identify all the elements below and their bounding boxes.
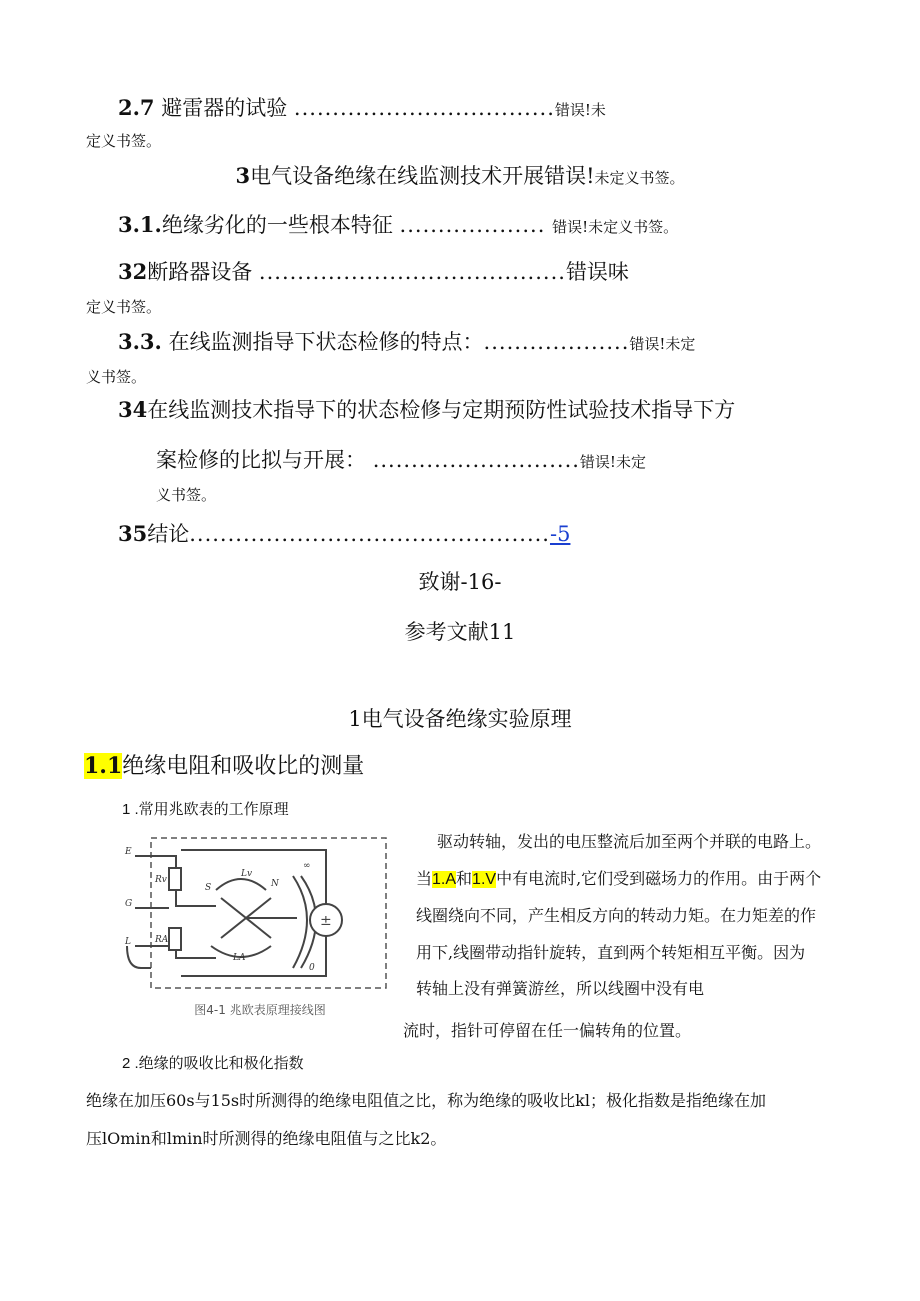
toc-page-ref: 错误!未: [554, 101, 606, 119]
toc-title: 在线监测指导下状态检修的特点：: [168, 330, 484, 354]
toc-title: 断路器设备: [147, 260, 253, 284]
toc-entry-2-7[interactable]: [118, 92, 606, 122]
subsection-heading: [84, 749, 364, 780]
terminal-l-label: L: [125, 937, 131, 947]
toc-leader: ...........................: [372, 448, 580, 472]
list-item-label: 2 .绝缘的吸收比和极化指数: [122, 1055, 304, 1072]
megohmmeter-schematic: [121, 828, 399, 1028]
toc-continuation: 义书签。: [156, 486, 217, 504]
toc-acknowledgements[interactable]: 致谢-16-: [418, 570, 502, 594]
toc-title: 绝缘劣化的一些根本特征: [161, 213, 393, 237]
toc-page-link[interactable]: -5: [549, 522, 571, 546]
toc-number: 2.7: [118, 95, 155, 120]
toc-title: 结论: [147, 522, 190, 546]
toc-page-ref: 错误!未定义书签。: [552, 218, 679, 236]
toc-entry-3-1[interactable]: [118, 209, 678, 239]
figure-caption: 图4-1 兆欧表原理接线图: [194, 1003, 326, 1017]
toc-leader: ..................................: [293, 96, 555, 120]
toc-number: 32: [118, 259, 148, 284]
toc-entry-3-2[interactable]: [118, 256, 629, 286]
toc-number: 3.1.: [118, 212, 162, 237]
subsection-title: 绝缘电阻和吸收比的测量: [122, 754, 365, 779]
toc-page-ref: 错误!未定: [629, 335, 696, 353]
toc-references[interactable]: 参考文献11: [404, 620, 516, 644]
s-label: S: [205, 883, 212, 893]
toc-leader: ........................................: [258, 260, 566, 284]
terminal-g-label: G: [125, 899, 133, 909]
para-line: 压lOmin和lmin时所测得的绝缘电阻值与之比k2。: [86, 1129, 447, 1148]
toc-entry-3-5[interactable]: [118, 518, 570, 548]
resistor-rv-label: Rv: [155, 875, 167, 885]
resistor-ra-label: RA: [155, 935, 169, 945]
terminal-e-label: E: [125, 847, 132, 857]
coil-la-ref: 1.A: [432, 871, 457, 888]
list-item-label: 1 .常用兆欧表的工作原理: [122, 801, 289, 818]
para-line: 绝缘在加压60s与15s时所测得的绝缘电阻值之比，称为绝缘的吸收比kl；极化指数是指绝缘在加: [86, 1091, 766, 1110]
toc-entry-3-3[interactable]: [118, 326, 695, 356]
section-heading: 1电气设备绝缘实验原理: [348, 707, 572, 731]
toc-title: 电气设备绝缘在线监测技术开展: [250, 164, 545, 188]
toc-entry-3[interactable]: [0, 160, 920, 190]
zero-label: 0: [309, 963, 315, 973]
toc-leader: ...............................................: [189, 522, 550, 546]
toc-continuation: 义书签。: [86, 368, 147, 386]
toc-title-cont: 案检修的比拟与开展：: [156, 448, 366, 472]
toc-number: 34: [118, 397, 148, 422]
circuit-figure: [121, 828, 399, 1028]
infinity-label: ∞: [303, 861, 311, 871]
toc-number: 3: [235, 163, 251, 188]
toc-entry-3-4[interactable]: [118, 394, 735, 424]
para-line: 当1.A和1.V中有电流时,它们受到磁场力的作用。由于两个: [416, 869, 822, 888]
toc-leader: ...................: [399, 213, 546, 237]
toc-leader: ...................: [483, 330, 630, 354]
coil-lv-label: Lv: [241, 869, 253, 879]
toc-title: 在线监测技术指导下的状态检修与定期预防性试验技术指导下方: [147, 398, 736, 422]
toc-entry-3-4-line2[interactable]: [156, 444, 646, 474]
coil-lv-ref: 1.V: [472, 871, 497, 888]
toc-number: 35: [118, 521, 148, 546]
toc-title: 避雷器的试验: [161, 96, 288, 120]
toc-page-ref: 错误味: [565, 260, 629, 284]
coil-la-label: LA: [233, 953, 246, 963]
toc-page-ref-small: 未定义书签。: [594, 169, 685, 187]
toc-page-ref: 错误!未定: [579, 453, 646, 471]
plus-minus-icon: ±: [320, 913, 332, 929]
toc-continuation: 定义书签。: [86, 132, 162, 150]
n-label: N: [271, 879, 279, 889]
subsection-number: 1.1: [84, 753, 123, 779]
para-line: 驱动转轴，发出的电压整流后加至两个并联的电路上。: [437, 832, 822, 851]
toc-number: 3.3.: [118, 329, 162, 354]
para-line: 线圈绕向不同，产生相反方向的转动力矩。在力矩差的作: [416, 906, 817, 925]
toc-continuation: 定义书签。: [86, 298, 162, 316]
para-line: 用下,线圈带动指针旋转，直到两个转矩相互平衡。因为: [416, 943, 806, 962]
toc-page-ref: 错误!: [544, 164, 595, 188]
para-line: 流时，指针可停留在任一偏转角的位置。: [403, 1021, 692, 1040]
para-line: 转轴上没有弹簧游丝，所以线圈中没有电: [416, 979, 705, 998]
